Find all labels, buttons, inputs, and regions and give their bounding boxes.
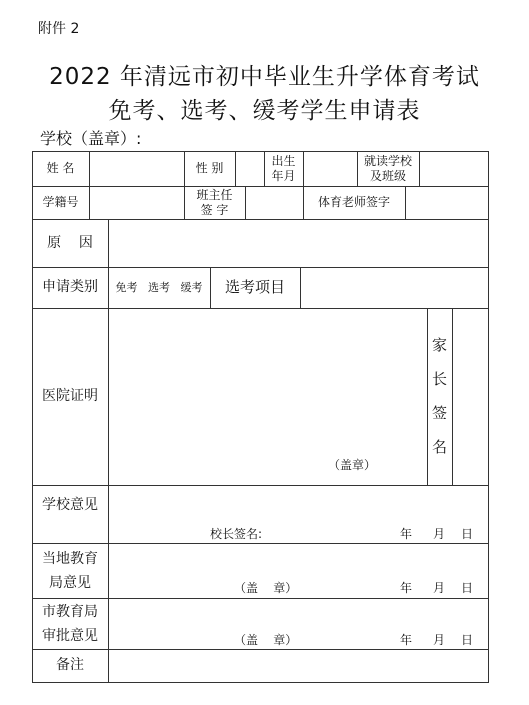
- gender-label: 性 别: [195, 161, 224, 175]
- local-month-label: 月: [433, 581, 446, 595]
- head-teacher-line2: 签 字: [200, 202, 229, 217]
- city-edu-approval-field[interactable]: [108, 598, 488, 649]
- birth-label-line2: 年月: [271, 168, 296, 183]
- student-number-label: 学籍号: [42, 195, 79, 209]
- parent-sign-char: 家: [431, 336, 447, 354]
- hospital-certificate-field[interactable]: [108, 308, 427, 485]
- school-class-field[interactable]: [419, 151, 488, 186]
- birth-date-label: [264, 151, 303, 186]
- local-year-label: 年: [400, 581, 413, 595]
- elective-items-label: 选考项目: [224, 278, 285, 296]
- school-seal-label: 学校（盖章）:: [40, 129, 142, 148]
- school-month-label: 月: [433, 527, 446, 541]
- city-month-label: 月: [433, 633, 446, 647]
- school-class-label: [357, 151, 419, 186]
- hospital-certificate-label: 医院证明: [42, 388, 98, 404]
- parent-sign-label: [427, 331, 452, 461]
- remarks-field[interactable]: [108, 649, 488, 682]
- parent-sign-char: 名: [431, 438, 447, 456]
- school-opinion-field[interactable]: [108, 485, 488, 543]
- application-category-label: 申请类别: [42, 279, 98, 295]
- local-edu-opinion-label: [32, 543, 108, 598]
- city-edu-line2: 审批意见: [42, 627, 98, 644]
- name-label: 姓 名: [46, 161, 75, 175]
- reason-field[interactable]: [108, 219, 488, 267]
- city-day-label: 日: [461, 633, 474, 647]
- pe-teacher-sign-field[interactable]: [405, 186, 488, 219]
- local-edu-line2: 局意见: [49, 574, 91, 591]
- gender-field[interactable]: [235, 151, 264, 186]
- school-year-label: 年: [400, 527, 413, 541]
- birth-label-line1: 出生: [271, 153, 296, 168]
- pe-teacher-sign-label: 体育老师签字: [317, 195, 390, 209]
- parent-sign-char: 签: [431, 404, 447, 422]
- reason-label: 原 因: [47, 234, 93, 251]
- name-field[interactable]: [89, 151, 184, 186]
- student-number-field[interactable]: [89, 186, 184, 219]
- parent-sign-char: 长: [431, 370, 447, 388]
- local-edu-line1: 当地教育: [42, 550, 98, 567]
- remarks-label: 备注: [56, 657, 84, 673]
- attachment-label: 附件 2: [38, 21, 80, 37]
- school-day-label: 日: [461, 527, 474, 541]
- local-edu-opinion-field[interactable]: [108, 543, 488, 598]
- application-form-table: [32, 151, 489, 683]
- page-title: 2022 年清远市初中毕业生升学体育考试: [49, 64, 480, 90]
- head-teacher-sign-label: [184, 186, 245, 219]
- city-edu-approval-label: [32, 598, 108, 649]
- category-options[interactable]: 免考 选考 缓考: [115, 281, 203, 294]
- local-day-label: 日: [461, 581, 474, 595]
- school-class-line1: 就读学校: [363, 153, 412, 168]
- local-edu-seal-label: （盖 章）: [234, 581, 298, 595]
- page-subtitle: 免考、选考、缓考学生申请表: [108, 98, 421, 124]
- city-edu-seal-label: （盖 章）: [234, 633, 298, 647]
- school-opinion-label: 学校意见: [42, 496, 98, 513]
- elective-items-field[interactable]: [300, 267, 488, 308]
- head-teacher-line1: 班主任: [196, 187, 233, 202]
- parent-sign-text: [432, 332, 447, 460]
- school-class-line2: 及班级: [369, 168, 406, 183]
- city-year-label: 年: [400, 633, 413, 647]
- head-teacher-sign-field[interactable]: [245, 186, 303, 219]
- principal-sign-label: 校长签名:: [210, 527, 263, 541]
- hospital-seal-label: （盖章）: [328, 458, 377, 472]
- city-edu-line1: 市教育局: [42, 603, 98, 620]
- birth-date-field[interactable]: [303, 151, 357, 186]
- parent-sign-field[interactable]: [452, 308, 488, 485]
